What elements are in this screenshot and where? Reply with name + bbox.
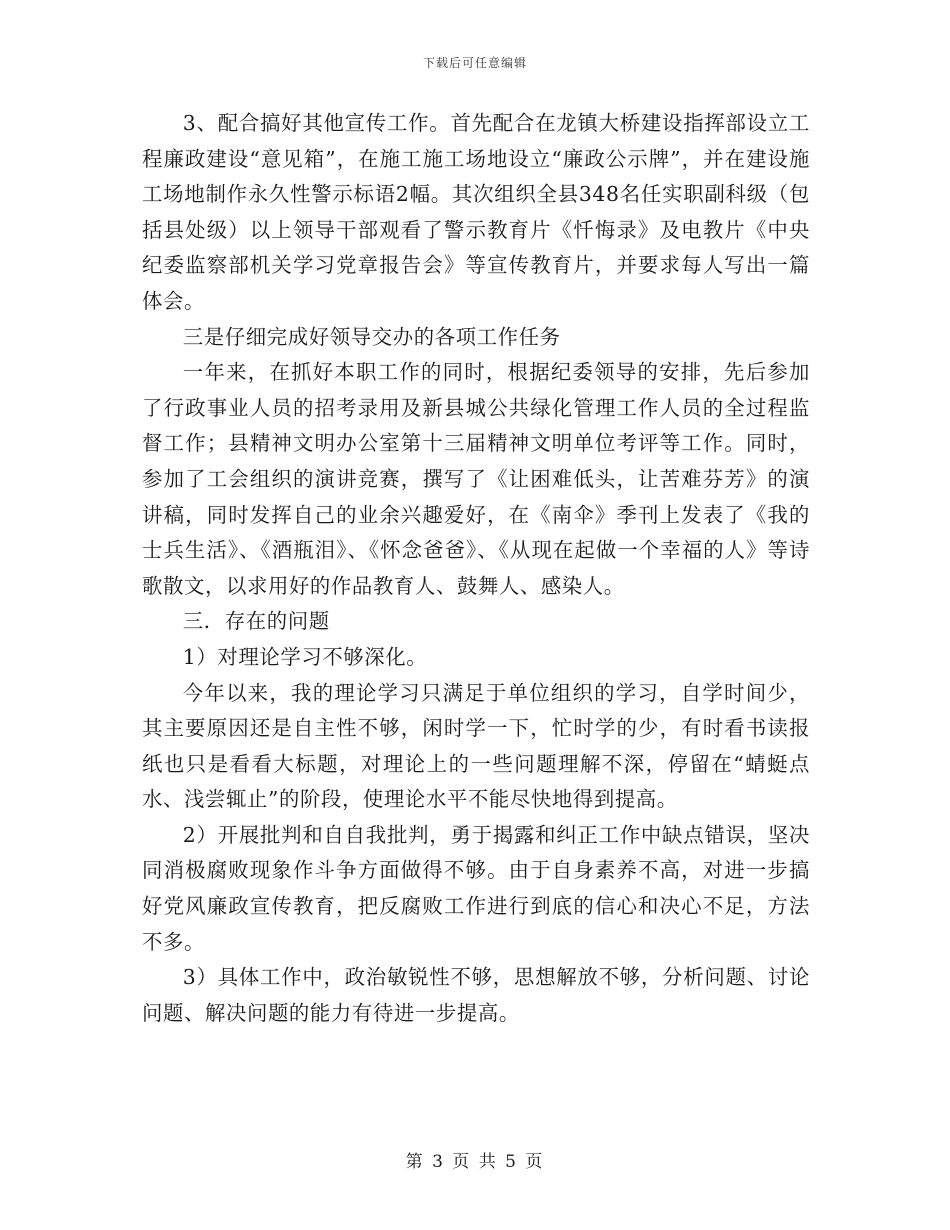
paragraph-year-review: 一年来，在抓好本职工作的同时，根据纪委领导的安排，先后参加了行政事业人员的招考录用及新县城公共绿化管理工作人员的全过程监督工作；县精神文明办公室第十三届精神文明单位考评等工作。同时，参加了工会组织的演讲竞赛，撰写了《让困难低头，让苦难芬芳》的演讲稿，同时发挥自己的业余兴趣爱好，在《南伞》季刊上发表了《我的士兵生活》、《酒瓶泪》、《怀念爸爸》、《从现在起做一个幸福的人》等诗歌散文，以求用好的作品教育人、鼓舞人、感染人。 [142,360,810,598]
paragraph-problem-1-detail: 今年以来，我的理论学习只满足于单位组织的学习，自学时间少，其主要原因还是自主性不够，闲时学一下，忙时学的少，有时看书读报纸也只是看看大标题，对理论上的一些问题理解不深，停留在“蜻蜓点水、浅尝辄止”的阶段，使理论水平不能尽快地得到提高。 [142,680,810,812]
paragraph-section-heading-problems: 三．存在的问题 [182,609,330,634]
page-number-footer: 第 3 页 共 5 页 [405,1152,545,1172]
paragraph-problem-1-heading: 1）对理论学习不够深化。 [182,644,428,669]
document-body [142,106,810,1031]
paragraph-problem-3: 3）具体工作中，政治敏锐性不够，思想解放不够，分析问题、讨论问题、解决问题的能力有待进一步提高。 [142,965,810,1025]
header-note: 下载后可任意编辑 [422,56,527,70]
paragraph-section-heading-tasks: 三是仔细完成好领导交办的各项工作任务 [182,324,561,349]
paragraph-problem-2: 2）开展批判和自自我批判，勇于揭露和纠正工作中缺点错误，坚决同消极腐败现象作斗争方面做得不够。由于自身素养不高，对进一步搞好党风廉政宣传教育，把反腐败工作进行到底的信心和决心不足，方法不多。 [142,822,810,954]
paragraph-publicity-work: 3、配合搞好其他宣传工作。首先配合在龙镇大桥建设指挥部设立工程廉政建设“意见箱”，在施工施工场地设立“廉政公示牌”，并在建设施工场地制作永久性警示标语2幅。其次组织全县348名任实职副科级（包括县处级）以上领导干部观看了警示教育片《忏悔录》及电教片《中央纪委监察部机关学习党章报告会》等宣传教育片，并要求每人写出一篇体会。 [142,111,810,313]
